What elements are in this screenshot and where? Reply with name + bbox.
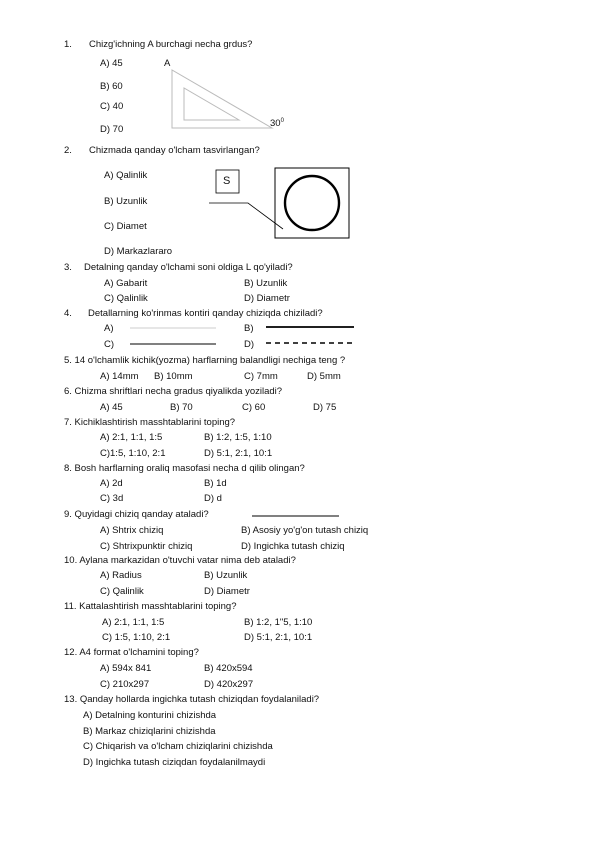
q4-option-b[interactable]: B) xyxy=(244,323,254,334)
q6-option-c[interactable]: C) 60 xyxy=(242,402,266,413)
q10-option-b[interactable]: B) Uzunlik xyxy=(204,570,248,581)
q6-option-d[interactable]: D) 75 xyxy=(313,402,337,413)
q2-question: Chizmada qanday o'lcham tasvirlangan? xyxy=(89,145,260,156)
q3-option-d[interactable]: D) Diametr xyxy=(244,293,290,304)
q6-option-a[interactable]: A) 45 xyxy=(100,402,123,413)
q13-option-c[interactable]: C) Chiqarish va o'lcham chiziqlarini chizishda xyxy=(83,741,273,752)
q4-option-d[interactable]: D) xyxy=(244,339,255,350)
q9-option-b[interactable]: B) Asosiy yo'g'on tutash chiziq xyxy=(241,525,369,536)
q10-question: 10. Aylana markazidan o'tuvchi vatar nima deb ataladi? xyxy=(64,555,296,566)
q3-option-c[interactable]: C) Qalinlik xyxy=(104,293,148,304)
q3-number: 3. xyxy=(64,262,72,273)
q5-option-d[interactable]: D) 5mm xyxy=(307,371,341,382)
q3-option-b[interactable]: B) Uzunlik xyxy=(244,278,288,289)
q2-number: 2. xyxy=(64,145,72,156)
q1-option-b[interactable]: B) 60 xyxy=(100,81,123,92)
q7-option-a[interactable]: A) 2:1, 1:1, 1:5 xyxy=(100,432,163,443)
q10-option-d[interactable]: D) Diametr xyxy=(204,586,250,597)
q3-option-a[interactable]: A) Gabarit xyxy=(104,278,148,289)
q12-question: 12. A4 format o'lchamini toping? xyxy=(64,647,199,658)
q5-option-a[interactable]: A) 14mm xyxy=(100,371,139,382)
q1-number: 1. xyxy=(64,39,72,50)
q1-option-d[interactable]: D) 70 xyxy=(100,124,124,135)
q6-option-b[interactable]: B) 70 xyxy=(170,402,193,413)
q8-option-c[interactable]: C) 3d xyxy=(100,493,124,504)
q5-option-b[interactable]: B) 10mm xyxy=(154,371,193,382)
q12-option-d[interactable]: D) 420x297 xyxy=(204,679,254,690)
q9-question: 9. Quyidagi chiziq qanday ataladi? xyxy=(64,509,209,520)
q9-option-c[interactable]: C) Shtrixpunktir chiziq xyxy=(100,541,193,552)
q11-option-c[interactable]: C) 1:5, 1:10, 2:1 xyxy=(102,632,171,643)
q4-number: 4. xyxy=(64,308,72,319)
q5-option-c[interactable]: C) 7mm xyxy=(244,371,278,382)
q1-question: Chizg'ichning A burchagi necha grdus? xyxy=(89,39,253,50)
q13-option-b[interactable]: B) Markaz chiziqlarini chizishda xyxy=(83,726,216,737)
q11-question: 11. Kattalashtirish masshtablarini toping? xyxy=(64,601,237,612)
q12-option-c[interactable]: C) 210x297 xyxy=(100,679,150,690)
q4-option-a[interactable]: A) xyxy=(104,323,114,334)
q11-option-b[interactable]: B) 1:2, 1"5, 1:10 xyxy=(244,617,313,628)
q8-option-a[interactable]: A) 2d xyxy=(100,478,123,489)
q4-option-c[interactable]: C) xyxy=(104,339,115,350)
q4-question: Detallarning ko'rinmas kontiri qanday chiziqda chiziladi? xyxy=(88,308,323,319)
q13-option-a[interactable]: A) Detalning konturini chizishda xyxy=(83,710,217,721)
q6-question: 6. Chizma shriftlari necha gradus qiyalikda yoziladi? xyxy=(64,386,283,397)
q8-question: 8. Bosh harflarning oraliq masofasi necha d qilib olingan? xyxy=(64,463,305,474)
q13-question: 13. Qanday hollarda ingichka tutash chiziqdan foydalaniladi? xyxy=(64,694,320,705)
q2-box-label: S xyxy=(223,175,231,187)
q1-label-a: A xyxy=(164,58,171,69)
q2-option-b[interactable]: B) Uzunlik xyxy=(104,196,148,207)
q13-option-d[interactable]: D) Ingichka tutash ciziqdan foydalanilmaydi xyxy=(83,757,266,768)
q9-option-a[interactable]: A) Shtrix chiziq xyxy=(100,525,164,536)
q7-option-b[interactable]: B) 1:2, 1:5, 1:10 xyxy=(204,432,272,443)
q8-option-b[interactable]: B) 1d xyxy=(204,478,227,489)
q7-option-d[interactable]: D) 5:1, 2:1, 10:1 xyxy=(204,448,273,459)
q1-option-a[interactable]: A) 45 xyxy=(100,58,123,69)
triangle-ruler-figure xyxy=(172,70,272,128)
q2-option-c[interactable]: C) Diamet xyxy=(104,221,147,232)
q2-option-d[interactable]: D) Markazlararo xyxy=(104,246,173,257)
q3-question: Detalning qanday o'lchami soni oldiga L qo'yiladi? xyxy=(84,262,293,273)
q9-option-d[interactable]: D) Ingichka tutash chiziq xyxy=(241,541,345,552)
q1-option-c[interactable]: C) 40 xyxy=(100,101,124,112)
q12-option-a[interactable]: A) 594x 841 xyxy=(100,663,152,674)
q7-option-c[interactable]: C)1:5, 1:10, 2:1 xyxy=(100,448,166,459)
q8-option-d[interactable]: D) d xyxy=(204,493,222,504)
q1-angle-label: $30^0$ xyxy=(270,118,284,130)
q10-option-c[interactable]: C) Qalinlik xyxy=(100,586,144,597)
q11-option-a[interactable]: A) 2:1, 1:1, 1:5 xyxy=(102,617,165,628)
q11-option-d[interactable]: D) 5:1, 2:1, 10:1 xyxy=(244,632,313,643)
q10-option-a[interactable]: A) Radius xyxy=(100,570,142,581)
q5-question: 5. 14 o'lchamlik kichik(yozma) harflarning balandligi nechiga teng ? xyxy=(64,355,346,366)
q12-option-b[interactable]: B) 420x594 xyxy=(204,663,253,674)
q2-option-a[interactable]: A) Qalinlik xyxy=(104,170,148,181)
q7-question: 7. Kichiklashtirish masshtablarini toping? xyxy=(64,417,236,428)
